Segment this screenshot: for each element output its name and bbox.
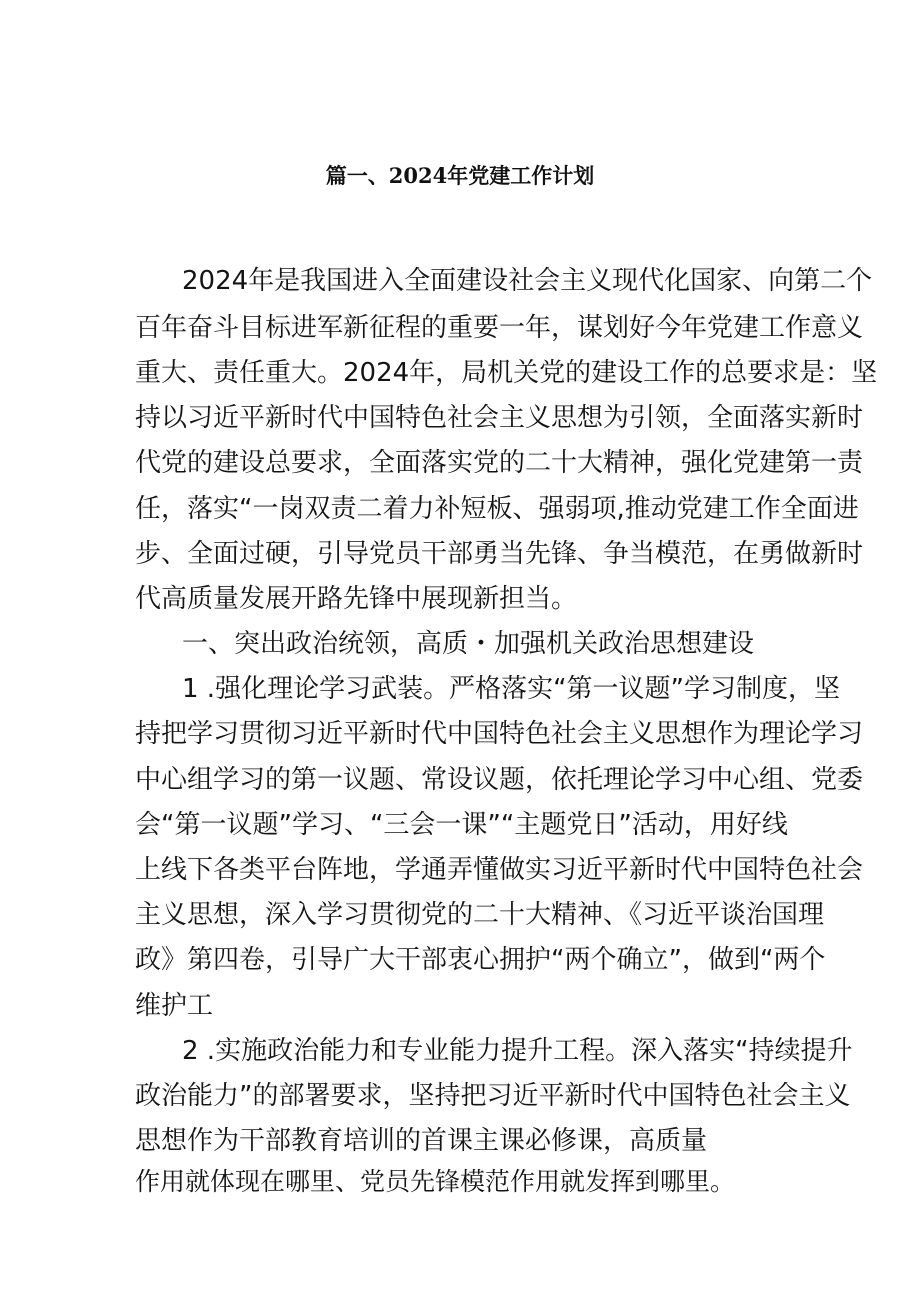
paragraph-line: 代高质量发展开路先锋中展现新担当。	[135, 584, 578, 614]
paragraph-line: 政治能力”的部署要求，坚持把习近平新时代中国特色社会主义	[135, 1081, 851, 1111]
paragraph-line: 会“第一议题”学习、“三会一课”“主题党日”活动，用好线	[135, 810, 788, 840]
section-heading: 一、突出政治统领，高质・加强机关政治思想建设	[182, 629, 755, 659]
paragraph-line: 重大、责任重大。2024年，局机关党的建设工作的总要求是：坚	[135, 358, 878, 388]
paragraph-line: 持把学习贯彻习近平新时代中国特色社会主义思想作为理论学习	[135, 719, 864, 749]
paragraph-line: 2024年是我国进入全面建设社会主义现代化国家、向第二个	[182, 266, 873, 296]
document-title: 篇一、2024年党建工作计划	[325, 163, 595, 188]
paragraph-line: 步、全面过硬，引导党员干部勇当先锋、争当模范，在勇做新时	[135, 539, 864, 569]
paragraph-line: 2 .实施政治能力和专业能力提升工程。深入落实“持续提升	[182, 1036, 853, 1066]
paragraph-line: 维护工	[135, 991, 214, 1021]
paragraph-line: 主义思想，深入学习贯彻党的二十大精神、《习近平谈治国理	[135, 900, 825, 930]
paragraph-line: 上线下各类平台阵地，学通弄懂做实习近平新时代中国特色社会	[135, 855, 864, 885]
paragraph-line: 百年奋斗目标进军新征程的重要一年，谋划好今年党建工作意义	[135, 313, 864, 343]
paragraph-line: 思想作为干部教育培训的首课主课必修课，高质量	[135, 1126, 708, 1156]
paragraph-line: 作用就体现在哪里、党员先锋模范作用就发挥到哪里。	[135, 1167, 736, 1196]
paragraph-line: 政》第四卷，引导广大干部衷心拥护“两个确立”，做到“两个	[135, 945, 826, 975]
paragraph-line: 持以习近平新时代中国特色社会主义思想为引领，全面落实新时	[135, 403, 864, 433]
paragraph-line: 中心组学习的第一议题、常设议题，依托理论学习中心组、党委	[135, 765, 864, 795]
paragraph-line: 任，落实“一岗双责二着力补短板、强弱项,推动党建工作全面进	[135, 494, 859, 524]
paragraph-line: 1 .强化理论学习武装。严格落实“第一议题”学习制度，坚	[182, 674, 841, 704]
paragraph-line: 代党的建设总要求，全面落实党的二十大精神，强化党建第一责	[135, 448, 864, 478]
